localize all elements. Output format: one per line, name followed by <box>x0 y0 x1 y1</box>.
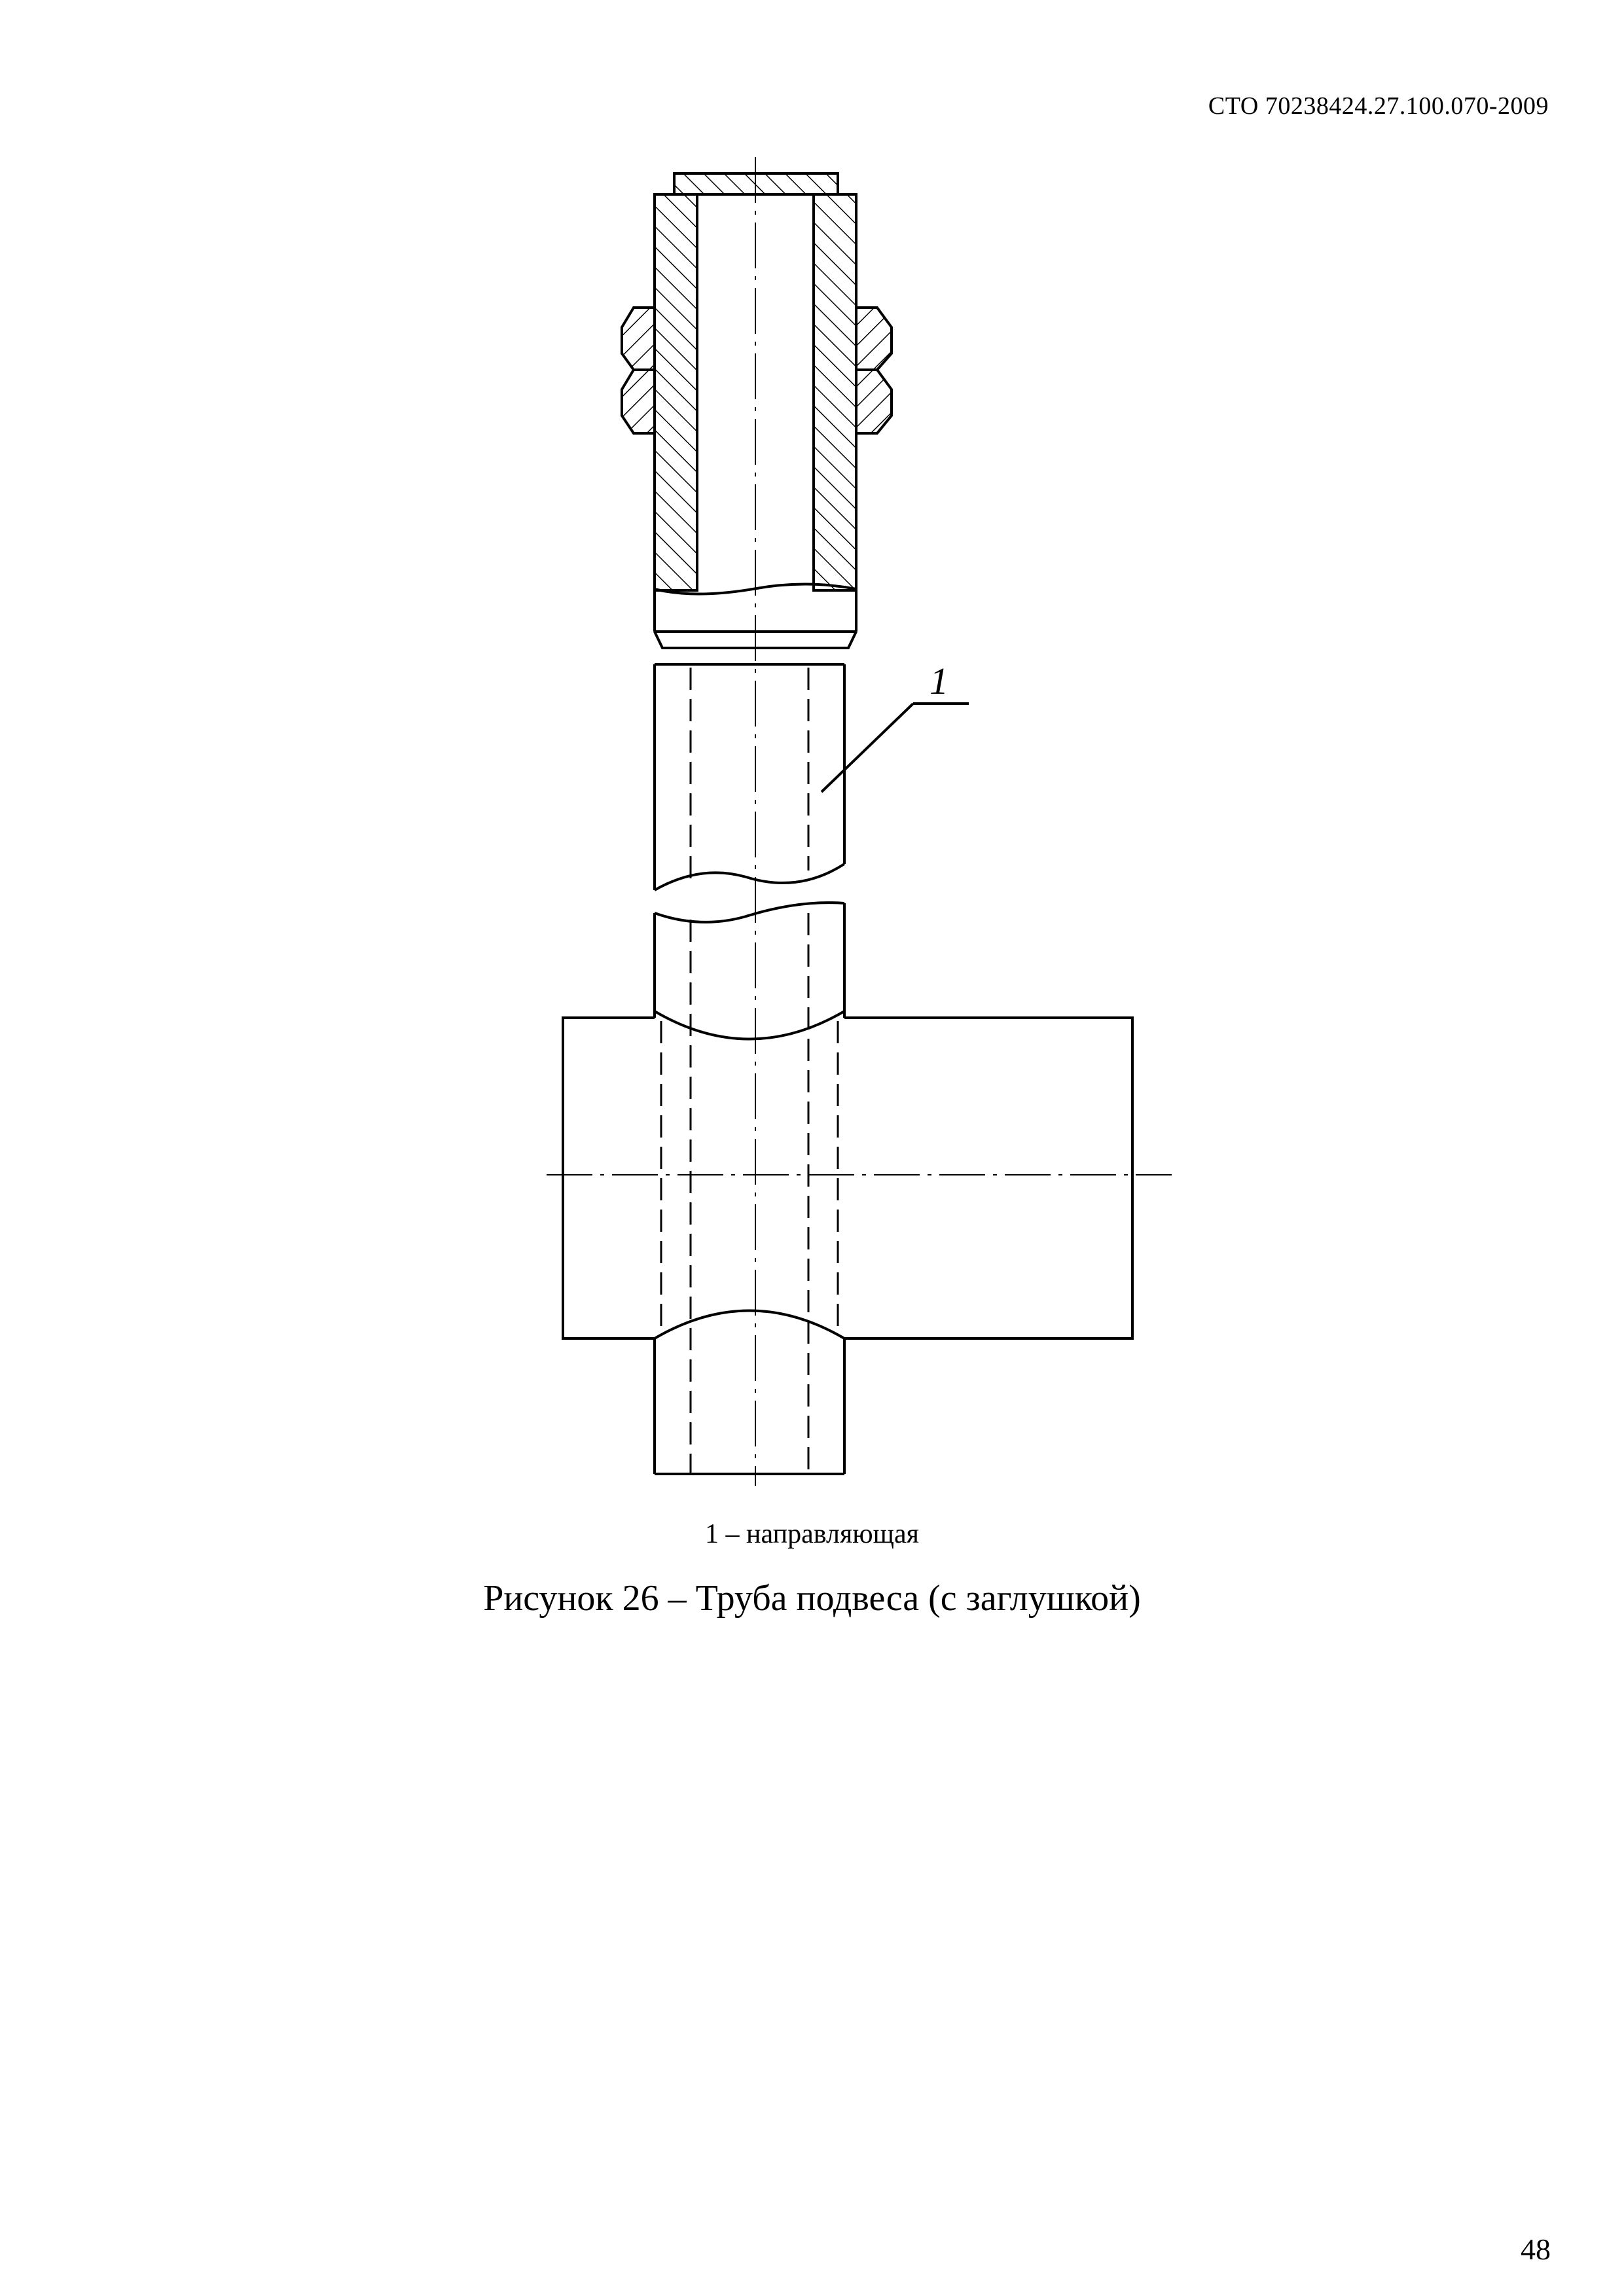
callout-leader <box>821 704 913 792</box>
page-number: 48 <box>1521 2233 1551 2266</box>
figure-caption: Рисунок 26 – Труба подвеса (с заглушкой) <box>483 1578 1141 1619</box>
fitting-wall-right <box>814 194 856 590</box>
nut-left-lower <box>622 370 655 433</box>
nut-left-upper <box>622 308 655 370</box>
document-code: СТО 70238424.27.100.070-2009 <box>1208 92 1549 120</box>
nut-right-upper <box>856 308 892 370</box>
main-pipe-outline <box>563 1018 1132 1338</box>
figure-legend: 1 – направляющая <box>705 1519 919 1549</box>
nut-right-lower <box>856 370 892 433</box>
callout-number: 1 <box>929 660 948 702</box>
fitting-wall-left <box>655 194 697 590</box>
